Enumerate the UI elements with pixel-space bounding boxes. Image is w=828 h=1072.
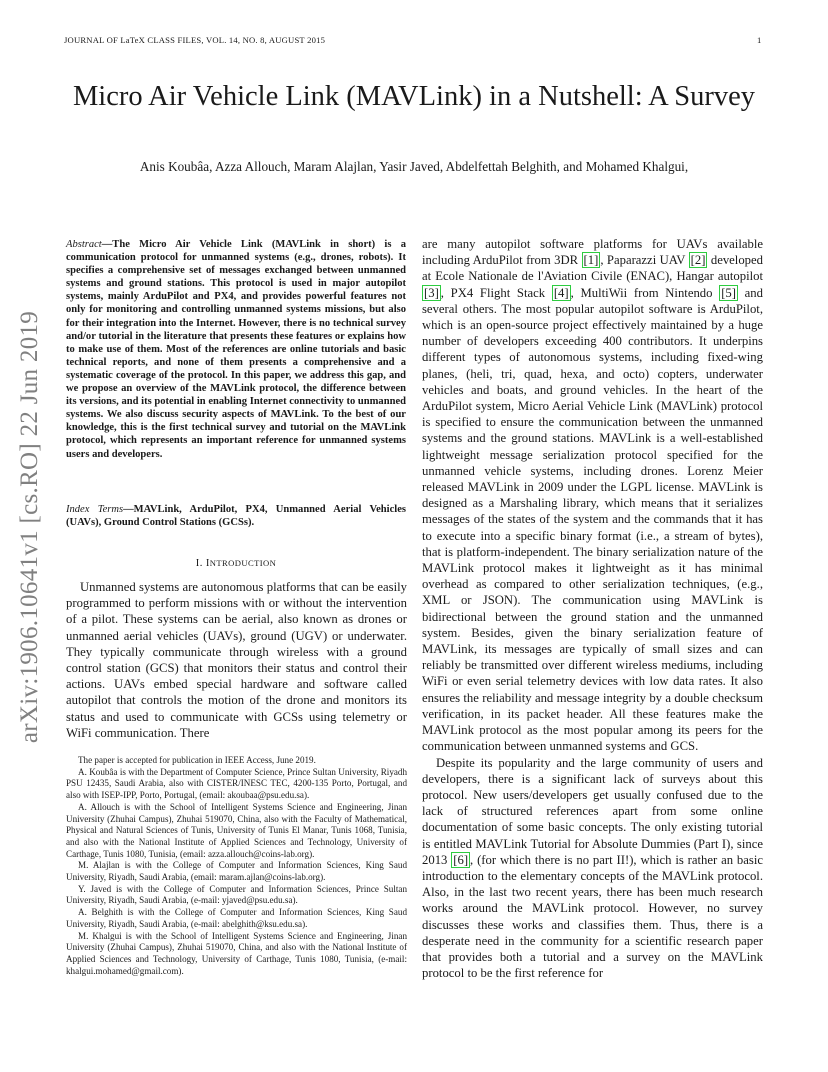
citation-link[interactable]: [6] bbox=[453, 852, 469, 867]
right-paragraph-2 bbox=[422, 755, 763, 982]
right-column bbox=[422, 236, 763, 981]
section-number: I. bbox=[195, 558, 206, 569]
index-terms-lead: Index Terms bbox=[66, 504, 124, 515]
citation-link[interactable]: [4] bbox=[553, 285, 569, 300]
footnote: A. Belghith is with the College of Computer and Information Sciences, King Saud University, Riyadh, Saudi Arabia, (e-mail: abelghith@ksu.edu.sa). bbox=[66, 907, 407, 929]
abstract-lead: Abstract bbox=[66, 239, 102, 250]
paper-title: Micro Air Vehicle Link (MAVLink) in a Nutshell: A Survey bbox=[72, 81, 756, 112]
text-run: and several others. The most popular autopilot software is ArduPilot, which is an open-source project effectively maintained by a huge number of developers exceeding 400 contributors. It underpins different types of autonomous systems, including fixed-wing planes, (heli, tri, quad, hexa, and octo) copters, underwater vehicles and boats, and ground vehicles. In the heart of the ArduPilot system, Micro Aerial Vehicle Link (MAVLink) protocol is specified to ensure the communication between the unmanned systems and the ground stations. MAVLink is a well-established lightweight message serialization protocol specified for the unmanned vehicle systems, including drones. Lorenz Meier released MAVLink in 2009 under the LGPL license. MAVLink is designed as a Marshaling library, which means that it serializes messages of the states of the system and the commands that it has to execute into a specific binary format (i.e., a stream of bytes), that is platform-independent. The binary serialization nature of the MAVLink protocol makes it lightweight as it has minimal overhead as compared to other serialization techniques, (e.g., XML or JSON). The communication using MAVLink is bidirectional between the ground station and the unmanned system. Besides, given the binary serialization feature of MAVLink, its messages are typically of small sizes and can reliably be transmitted over different wireless mediums, including WiFi or even serial telemetry devices with low data rates. It also ensures the reliability and message integrity by a double checksum verification, in its packet header. All these features make the MAVLink protocol as the most popular among its peers for the communication between unmanned systems and GCS. bbox=[422, 285, 763, 754]
author-list: Anis Koubâa, Azza Allouch, Maram Alajlan, Yasir Javed, Abdelfettah Belghith, and Mohamed Khalgui, bbox=[139, 159, 689, 174]
text-run: developed at Ecole Nationale de l'Aviation Civile (ENAC), Hangar autopilot bbox=[422, 253, 763, 284]
text-run: , Paparazzi UAV bbox=[600, 253, 689, 268]
footnote: A. Allouch is with the School of Intelligent Systems Science and Engineering, Jinan University (Zhuhai Campus), Zhuhai 519070, China, also with the Faculty of Mathematical, Physical and Natural Sciences of Tunis, University of Tunis El Manar, Tunis 1068, Tunisia, and also with the National Institute of Applied Sciences and Technology, University of Carthage, Tunis 1080, Tunisia, (email: azza.allouch@coins-lab.org). bbox=[66, 801, 407, 859]
text-run: , (for which there is no part II!), which is rather an basic introduction to the elementary concepts of the MAVLink protocol. Also, in the last two recent years, there has been much research works around the MAVLink protocol. However, no survey discusses these works and classifies them. Thus, there is a desperate need in the community for a scientific research paper that provides both a tutorial and a survey on the MAVLink protocol to be the first reference for bbox=[422, 852, 763, 981]
citation-link[interactable]: [3] bbox=[424, 285, 439, 300]
text-run: are many autopilot software platforms for UAVs available including ArduPilot from 3DR bbox=[422, 237, 763, 268]
intro-paragraph: Unmanned systems are autonomous platforms that can be easily programmed to perform missions with or without the intervention of a pilot. These systems can be aerial, also known as drones or unmanned aerial vehicles (UAVs), ground (UGV) or underwater. They typically communicate through wireless with a ground control station (GCS) that monitors their status and control their actions. UAVs embed special hardware and software called autopilot that controls the motion of the drone and monitors its status and used to communicate with GCSs using telemetry or WiFi communication. There bbox=[66, 580, 407, 740]
footnote: M. Khalgui is with the School of Intelligent Systems Science and Engineering, Jinan University (Zhuhai Campus), Zhuhai 519070, China, and also with the National Institute of Applied Sciences and Technology, University of Carthage, Tunis 1080, Tunisia, (e-mail: khalgui.mohamed@gmail.com). bbox=[66, 930, 407, 976]
arxiv-stamp-text: arXiv:1906.10641v1 [cs.RO] 22 Jun 2019 bbox=[16, 310, 43, 744]
footnotes bbox=[66, 755, 407, 977]
citation-link[interactable]: [5] bbox=[721, 285, 736, 300]
footnote: A. Koubâa is with the Department of Computer Science, Prince Sultan University, Riyadh PSU 12435, Saudi Arabia, also with CISTER/INESC TEC, 4200-135 Porto, Portugal, and also with ISEP-IPP, Porto, Portugal, (email: akoubaa@psu.edu.sa). bbox=[66, 766, 407, 801]
index-terms bbox=[66, 503, 406, 529]
footnote: Y. Javed is with the College of Computer and Information Sciences, Prince Sultan University, Riyadh, Saudi Arabia, (e-mail: yjaved@psu.edu.sa). bbox=[66, 883, 407, 906]
footnote: The paper is accepted for publication in IEEE Access, June 2019. bbox=[78, 755, 316, 765]
arxiv-stamp bbox=[13, 292, 47, 762]
journal-header: JOURNAL OF LaTeX CLASS FILES, VOL. 14, NO. 8, AUGUST 2015 bbox=[64, 35, 326, 45]
abstract-text: —The Micro Air Vehicle Link (MAVLink in short) is a communication protocol for unmanned systems (e.g., drones, robots). It specifies a comprehensive set of messages exchanged between unmanned systems and ground stations. This protocol is used in major autopilot systems, mainly ArduPilot and PX4, and provides powerful features not only for monitoring and controlling unmanned systems missions, but also for their integration into the Internet. However, there is no technical survey and/or tutorial in the literature that presents these features or explains how to make use of them. Most of the references are online tutorials and basic technical reports, and none of them presents a comprehensive and a systematic coverage of the protocol. In this paper, we address this gap, and we propose an overview of the MAVLink protocol, the difference between its versions, and its potential in enabling Internet connectivity to unmanned systems. We also discuss security aspects of MAVLink. To the best of our knowledge, this is the first technical survey and tutorial on the MAVLink protocol, which represents an important reference for unmanned systems users and developers. bbox=[66, 239, 406, 460]
text-run: , PX4 Flight Stack bbox=[440, 285, 552, 300]
abstract bbox=[66, 238, 406, 461]
index-terms-text: —MAVLink, ArduPilot, PX4, Unmanned Aerial Vehicles (UAVs), Ground Control Stations (GCSs). bbox=[66, 504, 407, 529]
citation-link[interactable]: [1] bbox=[583, 253, 599, 268]
section-title-rest: NTRODUCTION bbox=[209, 558, 277, 568]
intro-left-column bbox=[66, 579, 407, 741]
right-paragraph-1 bbox=[422, 236, 763, 755]
citation-link[interactable]: [2] bbox=[690, 253, 706, 268]
text-run: , MultiWii from Nintendo bbox=[570, 285, 720, 300]
footnote: M. Alajlan is with the College of Computer and Information Sciences, King Saud University, Riyadh, Saudi Arabia, (email: maram.ajlan@coins-lab.org). bbox=[66, 860, 407, 883]
page-number: 1 bbox=[757, 35, 762, 45]
section-heading bbox=[66, 558, 406, 569]
section-title-first: I bbox=[205, 558, 210, 569]
text-run: Despite its popularity and the large community of users and developers, there is a significant lack of surveys about this protocol. New users/developers get usually confused due to the lack of structured references apart from some online documentation of some basic concepts. The only existing tutorial is entitled MAVLink Tutorial for Absolute Dummies (Part I), since 2013 bbox=[422, 755, 763, 867]
